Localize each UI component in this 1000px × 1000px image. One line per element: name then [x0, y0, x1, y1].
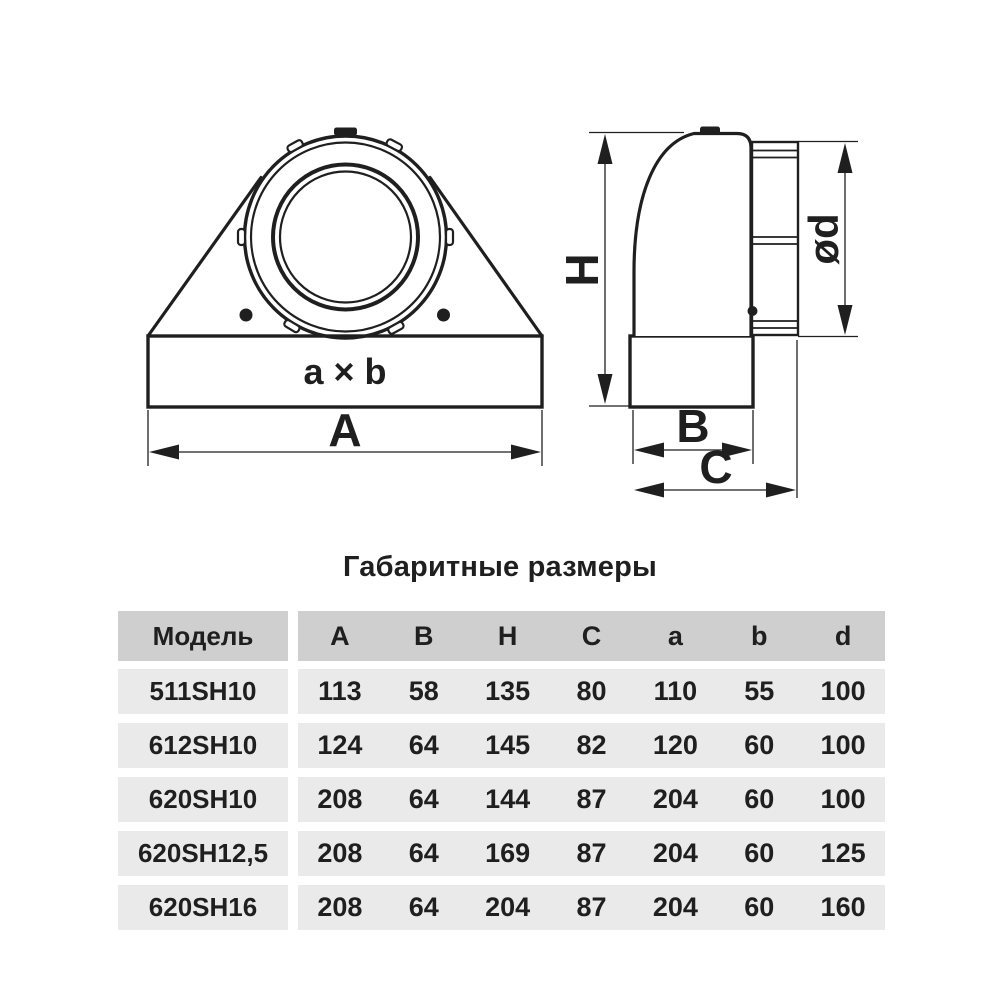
table-row: [118, 831, 885, 876]
value-cell: 160: [820, 892, 866, 922]
header-cell: b: [750, 620, 768, 651]
value-cell: 113: [318, 676, 362, 706]
value-cell: 80: [576, 676, 607, 706]
header-cell: A: [330, 620, 350, 651]
row-values-block: [298, 885, 885, 930]
header-cell: d: [834, 620, 852, 651]
model-cell: 620SH10: [118, 777, 288, 822]
label-c: C: [699, 441, 733, 493]
value-cell: 87: [576, 892, 607, 922]
table-row: [118, 669, 885, 714]
value-cell: 169: [485, 838, 531, 868]
value-cell: 135: [485, 676, 531, 706]
value-cell: 82: [576, 730, 607, 760]
row-values-block: [298, 669, 885, 714]
header-model-cell: Модель: [118, 611, 288, 661]
table-header-row: [118, 611, 885, 661]
value-cell: 144: [485, 784, 531, 814]
side-top-tab: [700, 127, 720, 135]
dimension-a: [148, 404, 542, 466]
value-cell: 87: [576, 838, 607, 868]
value-cell: 204: [652, 784, 698, 814]
value-cell: 100: [820, 730, 866, 760]
value-cell: 204: [652, 838, 698, 868]
value-cell: 100: [820, 676, 866, 706]
label-b: B: [676, 400, 710, 452]
value-cell: 120: [652, 730, 698, 760]
dimensions-table: [118, 611, 885, 939]
value-cell: 100: [820, 784, 866, 814]
header-dims-block: [298, 611, 885, 661]
table-row: [118, 885, 885, 930]
header-cell: H: [497, 620, 518, 651]
table-title: Габаритные размеры: [343, 551, 657, 583]
value-cell: 60: [744, 730, 775, 760]
value-cell: 208: [317, 892, 363, 922]
side-base-rect: [630, 336, 753, 407]
model-cell: 511SH10: [118, 669, 288, 714]
row-values-block: [298, 831, 885, 876]
side-clip-bump: [748, 306, 758, 316]
row-values-block: [298, 723, 885, 768]
value-cell: 60: [744, 784, 775, 814]
value-cell: 60: [744, 838, 775, 868]
dimension-od: [798, 142, 858, 337]
value-cell: 124: [317, 730, 363, 760]
value-cell: 64: [408, 784, 439, 814]
value-cell: 125: [820, 838, 866, 868]
value-cell: 64: [408, 730, 439, 760]
value-cell: 87: [576, 784, 607, 814]
collar-inner-ring: [273, 165, 418, 310]
model-cell: 620SH16: [118, 885, 288, 930]
side-flange: [752, 142, 798, 335]
value-cell: 55: [744, 676, 775, 706]
label-a: A: [328, 404, 362, 456]
table-row: [118, 723, 885, 768]
value-cell: 58: [408, 676, 439, 706]
value-cell: 64: [408, 892, 439, 922]
front-view: [148, 128, 542, 467]
base-size-label: a × b: [303, 351, 387, 392]
value-cell: 208: [317, 838, 363, 868]
row-values-block: [298, 777, 885, 822]
header-cell: C: [581, 620, 602, 651]
label-h: H: [556, 253, 608, 287]
header-cell: a: [667, 620, 683, 651]
value-cell: 204: [652, 892, 698, 922]
front-top-tab: [334, 128, 357, 136]
collar-innermost-ring: [280, 172, 411, 303]
table-row: [118, 777, 885, 822]
dimension-b: [633, 400, 753, 464]
side-body-outline: [634, 134, 751, 337]
value-cell: 64: [408, 838, 439, 868]
model-cell: 612SH10: [118, 723, 288, 768]
side-view: [556, 127, 858, 499]
header-cell: B: [414, 620, 434, 651]
value-cell: 110: [653, 676, 698, 706]
model-cell: 620SH12,5: [118, 831, 288, 876]
screw-hole-right: [437, 309, 450, 322]
value-cell: 208: [317, 784, 363, 814]
value-cell: 60: [744, 892, 775, 922]
value-cell: 145: [485, 730, 531, 760]
value-cell: 204: [485, 892, 531, 922]
label-od: ød: [800, 213, 847, 265]
screw-hole-left: [240, 309, 253, 322]
